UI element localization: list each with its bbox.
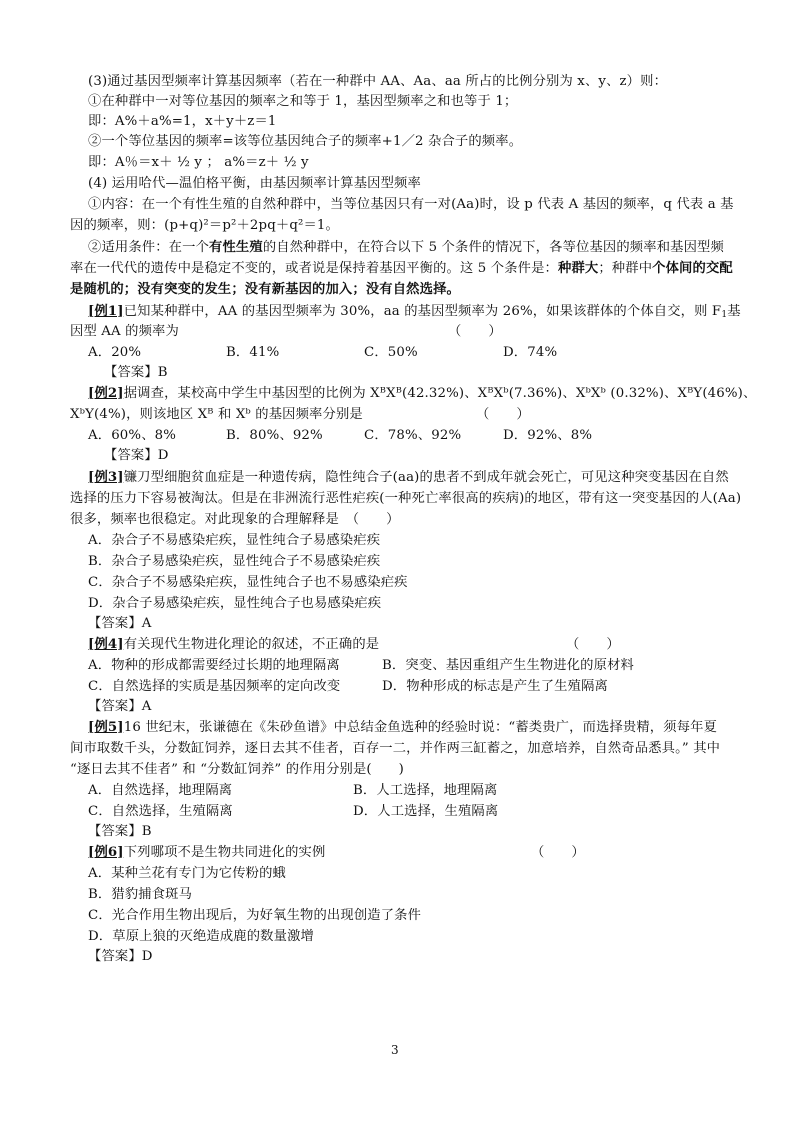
example-5-option-a: A．自然选择，地理隔离 [88,783,233,798]
example-3-option-a: A．杂合子不易感染疟疾，显性纯合子易感染疟疾 [88,533,381,548]
question-text: 据调查，某校高中学生中基因型的比例为 XᴮXᴮ(42.32%)、XᴮXᵇ(7.36%)、XᵇXᵇ (0.32%)、XᴮY(46%)、 [123,386,757,401]
example-2-tag: [例2] [88,386,124,401]
example-1-option-a: A．20% [88,345,142,360]
example-2-option-c: C．78%、92% [364,428,462,443]
section-3-point-1: ①在种群中一对等位基因的频率之和等于 1，基因型频率之和也等于 1； [88,94,518,109]
example-4-question [88,635,379,655]
example-6-answer-blank: （ ） [531,845,585,860]
condition-emphasis: 个体间的交配 [652,261,733,276]
condition-text: ；种群中 [598,261,653,276]
condition-text: ②适用条件：在一个 [88,240,210,255]
example-6-tag: [例6] [88,845,124,860]
example-4-answer: 【答案】A [88,699,152,714]
example-4-option-c: C．自然选择的实质是基因频率的定向改变 [88,679,341,694]
question-text: 基 [727,304,741,319]
example-4-answer-blank: （ ） [566,637,620,652]
example-5-question-line-3: “逐日去其不佳者” 和 “分数缸饲养” 的作用分别是( ) [70,762,404,777]
section-4-content-line-1: ①内容：在一个有性生殖的自然种群中，当等位基因只有一对(Aa)时，设 p 代表 A 基因的频率，q 代表 a 基 [88,197,734,212]
example-3-question-line-3: 很多，频率也很稳定。对此现象的合理解释是 （ ） [70,512,400,527]
section-4-content-line-2: 因的频率，则：(p+q)²＝p²＋2pq＋q²＝1。 [70,218,339,233]
example-3-tag: [例3] [88,470,124,485]
section-4-title: (4) 运用哈代—温伯格平衡，由基因频率计算基因型频率 [88,176,421,191]
section-3-formula-2: 即：A％＝x＋ ½ y ； a%＝z＋ ½ y [88,155,309,170]
question-text: 下列哪项不是生物共同进化的实例 [123,845,326,860]
example-1-answer: 【答案】B [104,365,168,380]
example-2-answer: 【答案】D [104,448,169,463]
example-4-option-b: B．突变、基因重组产生生物进化的原材料 [382,658,634,673]
example-5-option-c: C．自然选择，生殖隔离 [88,804,233,819]
example-2-answer-blank: （ ） [476,407,530,422]
example-5-option-d: D．人工选择，生殖隔离 [353,804,499,819]
example-6-option-d: D．草原上狼的灭绝造成鹿的数量激增 [88,929,314,944]
example-5-question-line-1 [88,718,717,738]
section-4-condition-line-2 [70,259,733,279]
section-3-formula-1: 即：A%＋a%=1，x＋y＋z＝1 [88,114,277,129]
condition-text: 率在一代代的遗传中是稳定不变的，或者说是保持着基因平衡的。这 5 个条件是： [70,261,559,276]
example-3-answer: 【答案】A [88,616,152,631]
example-6-answer: 【答案】D [88,949,153,964]
example-2-option-d: D．92%、8% [503,428,593,443]
example-2-option-b: B．80%、92% [226,428,323,443]
example-3-option-c: C．杂合子不易感染疟疾，显性纯合子也不易感染疟疾 [88,575,408,590]
example-1-option-d: D．74% [503,345,558,360]
section-3-title: (3)通过基因型频率计算基因频率（若在一种群中 AA、Aa、aa 所占的比例分别为 x、y、z）则： [88,74,668,89]
example-5-tag: [例5] [88,720,124,735]
page-number: 3 [391,1043,399,1057]
question-text: 16 世纪末，张谦德在《朱砂鱼谱》中总结金鱼选种的经验时说：“蓄类贵广，而选择贵精，须每年夏 [123,720,718,735]
example-3-option-b: B．杂合子易感染疟疾，显性纯合子不易感染疟疾 [88,554,381,569]
example-1-answer-blank: （ ） [448,324,502,339]
condition-emphasis: 种群大 [558,261,599,276]
section-4-condition-line-3: 是随机的；没有突变的发生；没有新基因的加入；没有自然选择。 [70,282,460,297]
question-text: 有关现代生物进化理论的叙述，不正确的是 [123,637,380,652]
example-1-question-line-1 [88,302,741,325]
example-2-option-a: A．60%、8% [88,428,177,443]
example-1-option-c: C．50% [364,345,418,360]
condition-emphasis: 有性生殖 [209,240,263,255]
example-2-question-line-1 [88,384,756,404]
example-6-option-b: B．猎豹捕食斑马 [88,887,193,902]
subscript: 1 [721,310,728,320]
example-1-option-b: B．41% [226,345,280,360]
example-5-answer: 【答案】B [88,824,152,839]
section-3-point-2: ②一个等位基因的频率=该等位基因纯合子的频率+1／2 杂合子的频率。 [88,134,523,149]
example-3-question-line-2: 选择的压力下容易被淘汰。但是在非洲流行恶性疟疾(一种死亡率很高的疾病)的地区，带有这一突变基因的人(Aa) [70,491,742,506]
section-4-condition-line-1 [88,238,724,258]
example-3-option-d: D．杂合子易感染疟疾，显性纯合子也易感染疟疾 [88,596,382,611]
example-6-option-a: A．某种兰花有专门为它传粉的蛾 [88,866,287,881]
example-5-option-b: B．人工选择，地理隔离 [353,783,498,798]
condition-text: 的自然种群中，在符合以下 5 个条件的情况下，各等位基因的频率和基因型频 [262,240,724,255]
example-5-question-line-2: 间市取数千头，分数缸饲养，逐日去其不佳者，百存一二，并作两三缸蓄之，加意培养，自然奇品悉具。” 其中 [70,741,721,756]
question-text: 镰刀型细胞贫血症是一种遗传病，隐性纯合子(aa)的患者不到成年就会死亡，可见这种突变基因在自然 [123,470,729,485]
example-2-question-line-2: XᵇY(4%)，则该地区 Xᴮ 和 Xᵇ 的基因频率分别是 [70,407,363,422]
question-text: 已知某种群中，AA 的基因型频率为 30%，aa 的基因型频率为 26%，如果该群体的个体自交，则 F [123,304,722,319]
example-1-tag: [例1] [88,304,124,319]
example-6-question [88,843,325,863]
example-4-option-d: D．物种形成的标志是产生了生殖隔离 [382,679,608,694]
example-6-option-c: C．光合作用生物出现后，为好氧生物的出现创造了条件 [88,908,422,923]
example-4-tag: [例4] [88,637,124,652]
example-3-question-line-1 [88,468,729,488]
example-4-option-a: A．物种的形成都需要经过长期的地理隔离 [88,658,340,673]
example-1-question-line-2: 因型 AA 的频率为 [70,324,179,339]
